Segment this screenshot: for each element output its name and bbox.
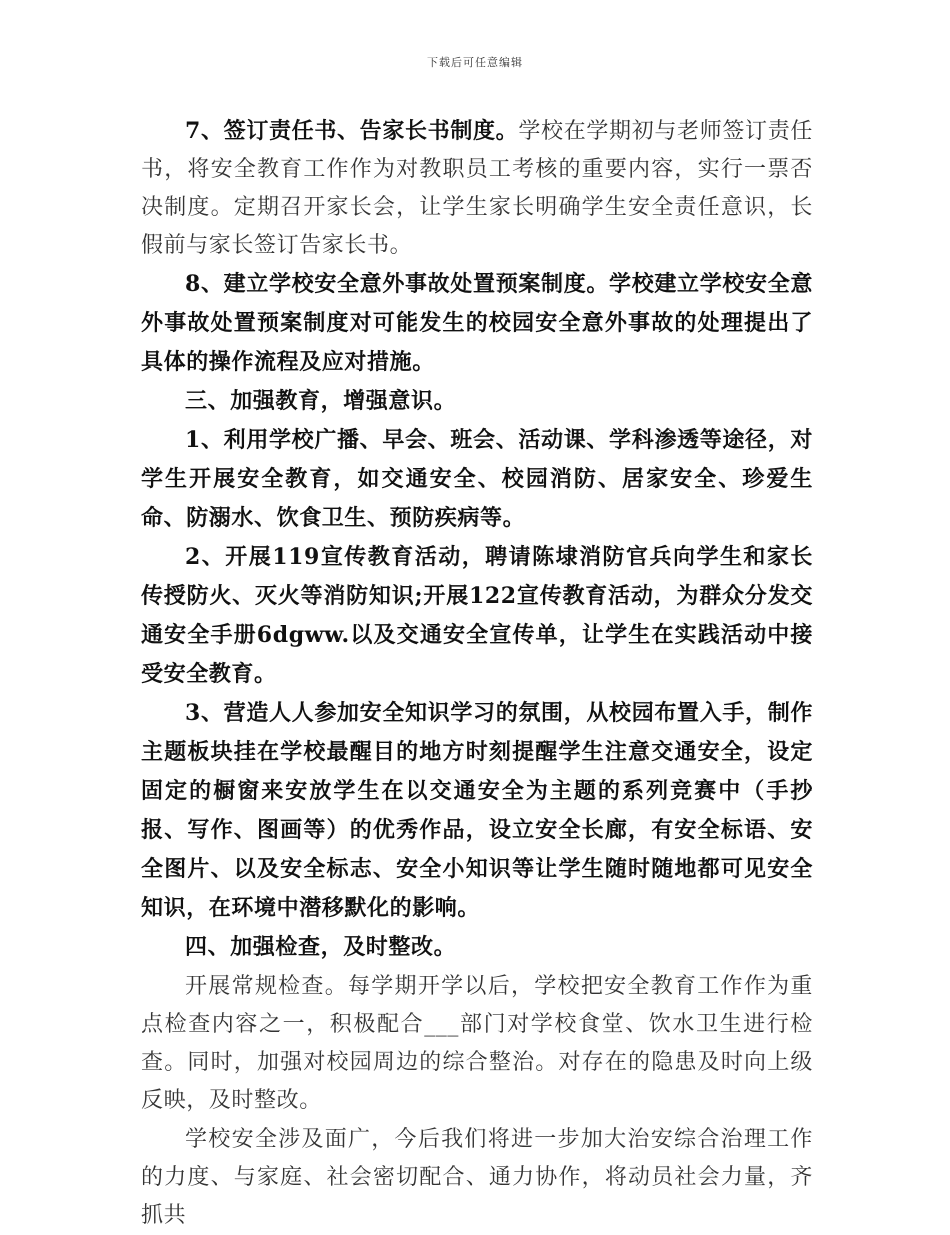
paragraph-edu-2-lead: 2、开展119宣传教育活动，聘请陈埭消防官兵向学生和家长传授防火、灭火等消防知识;开展122宣传教育活动，为群众分发交通安全手册6dgww.以及交通安全宣传单，让学生在实践活动中接受安全教育。	[141, 544, 813, 687]
paragraph-8-lead: 8、建立学校安全意外事故处置预案制度。学校建立学校安全意外事故处置预案制度对可能发生的校园安全意外事故的处理提出了具体的操作流程及应对措施。	[141, 271, 813, 375]
paragraph-edu-2	[141, 538, 813, 694]
paragraph-edu-3	[141, 694, 813, 928]
section-heading-3-text: 三、加强教育，增强意识。	[185, 388, 457, 414]
paragraph-8	[141, 265, 813, 382]
paragraph-conclusion	[141, 1120, 813, 1235]
paragraph-7-lead: 7、签订责任书、告家长书制度。	[185, 118, 519, 144]
paragraph-edu-1	[141, 421, 813, 538]
paragraph-inspection	[141, 967, 813, 1120]
paragraph-inspection-text: 开展常规检查。每学期开学以后，学校把安全教育工作作为重点检查内容之一，积极配合___部门对学校食堂、饮水卫生进行检查。同时，加强对校园周边的综合整治。对存在的隐患及时向上级反映，及时整改。	[141, 974, 813, 1113]
document-body	[141, 112, 813, 1235]
paragraph-7-text: 学校在学期初与老师签订责任书，将安全教育工作作为对教职员工考核的重要内容，实行一票否决制度。定期召开家长会，让学生家长明确学生安全责任意识，长假前与家长签订告家长书。	[141, 119, 813, 258]
paragraph-7	[141, 112, 813, 265]
section-heading-3	[141, 382, 813, 421]
header-note: 下载后可任意编辑	[427, 56, 523, 69]
paragraph-conclusion-text: 学校安全涉及面广，今后我们将进一步加大治安综合治理工作的力度、与家庭、社会密切配合、通力协作，将动员社会力量，齐抓共	[141, 1127, 813, 1228]
paragraph-edu-3-lead: 3、营造人人参加安全知识学习的氛围，从校园布置入手，制作主题板块挂在学校最醒目的地方时刻提醒学生注意交通安全，设定固定的橱窗来安放学生在以交通安全为主题的系列竞赛中（手抄报、写作、图画等）的优秀作品，设立安全长廊，有安全标语、安全图片、以及安全标志、安全小知识等让学生随时随地都可见安全知识，在环境中潜移默化的影响。	[141, 700, 813, 921]
section-heading-4-text: 四、加强检查，及时整改。	[185, 934, 457, 960]
paragraph-edu-1-lead: 1、利用学校广播、早会、班会、活动课、学科渗透等途径，对学生开展安全教育，如交通安全、校园消防、居家安全、珍爱生命、防溺水、饮食卫生、预防疾病等。	[141, 427, 813, 531]
section-heading-4	[141, 928, 813, 967]
